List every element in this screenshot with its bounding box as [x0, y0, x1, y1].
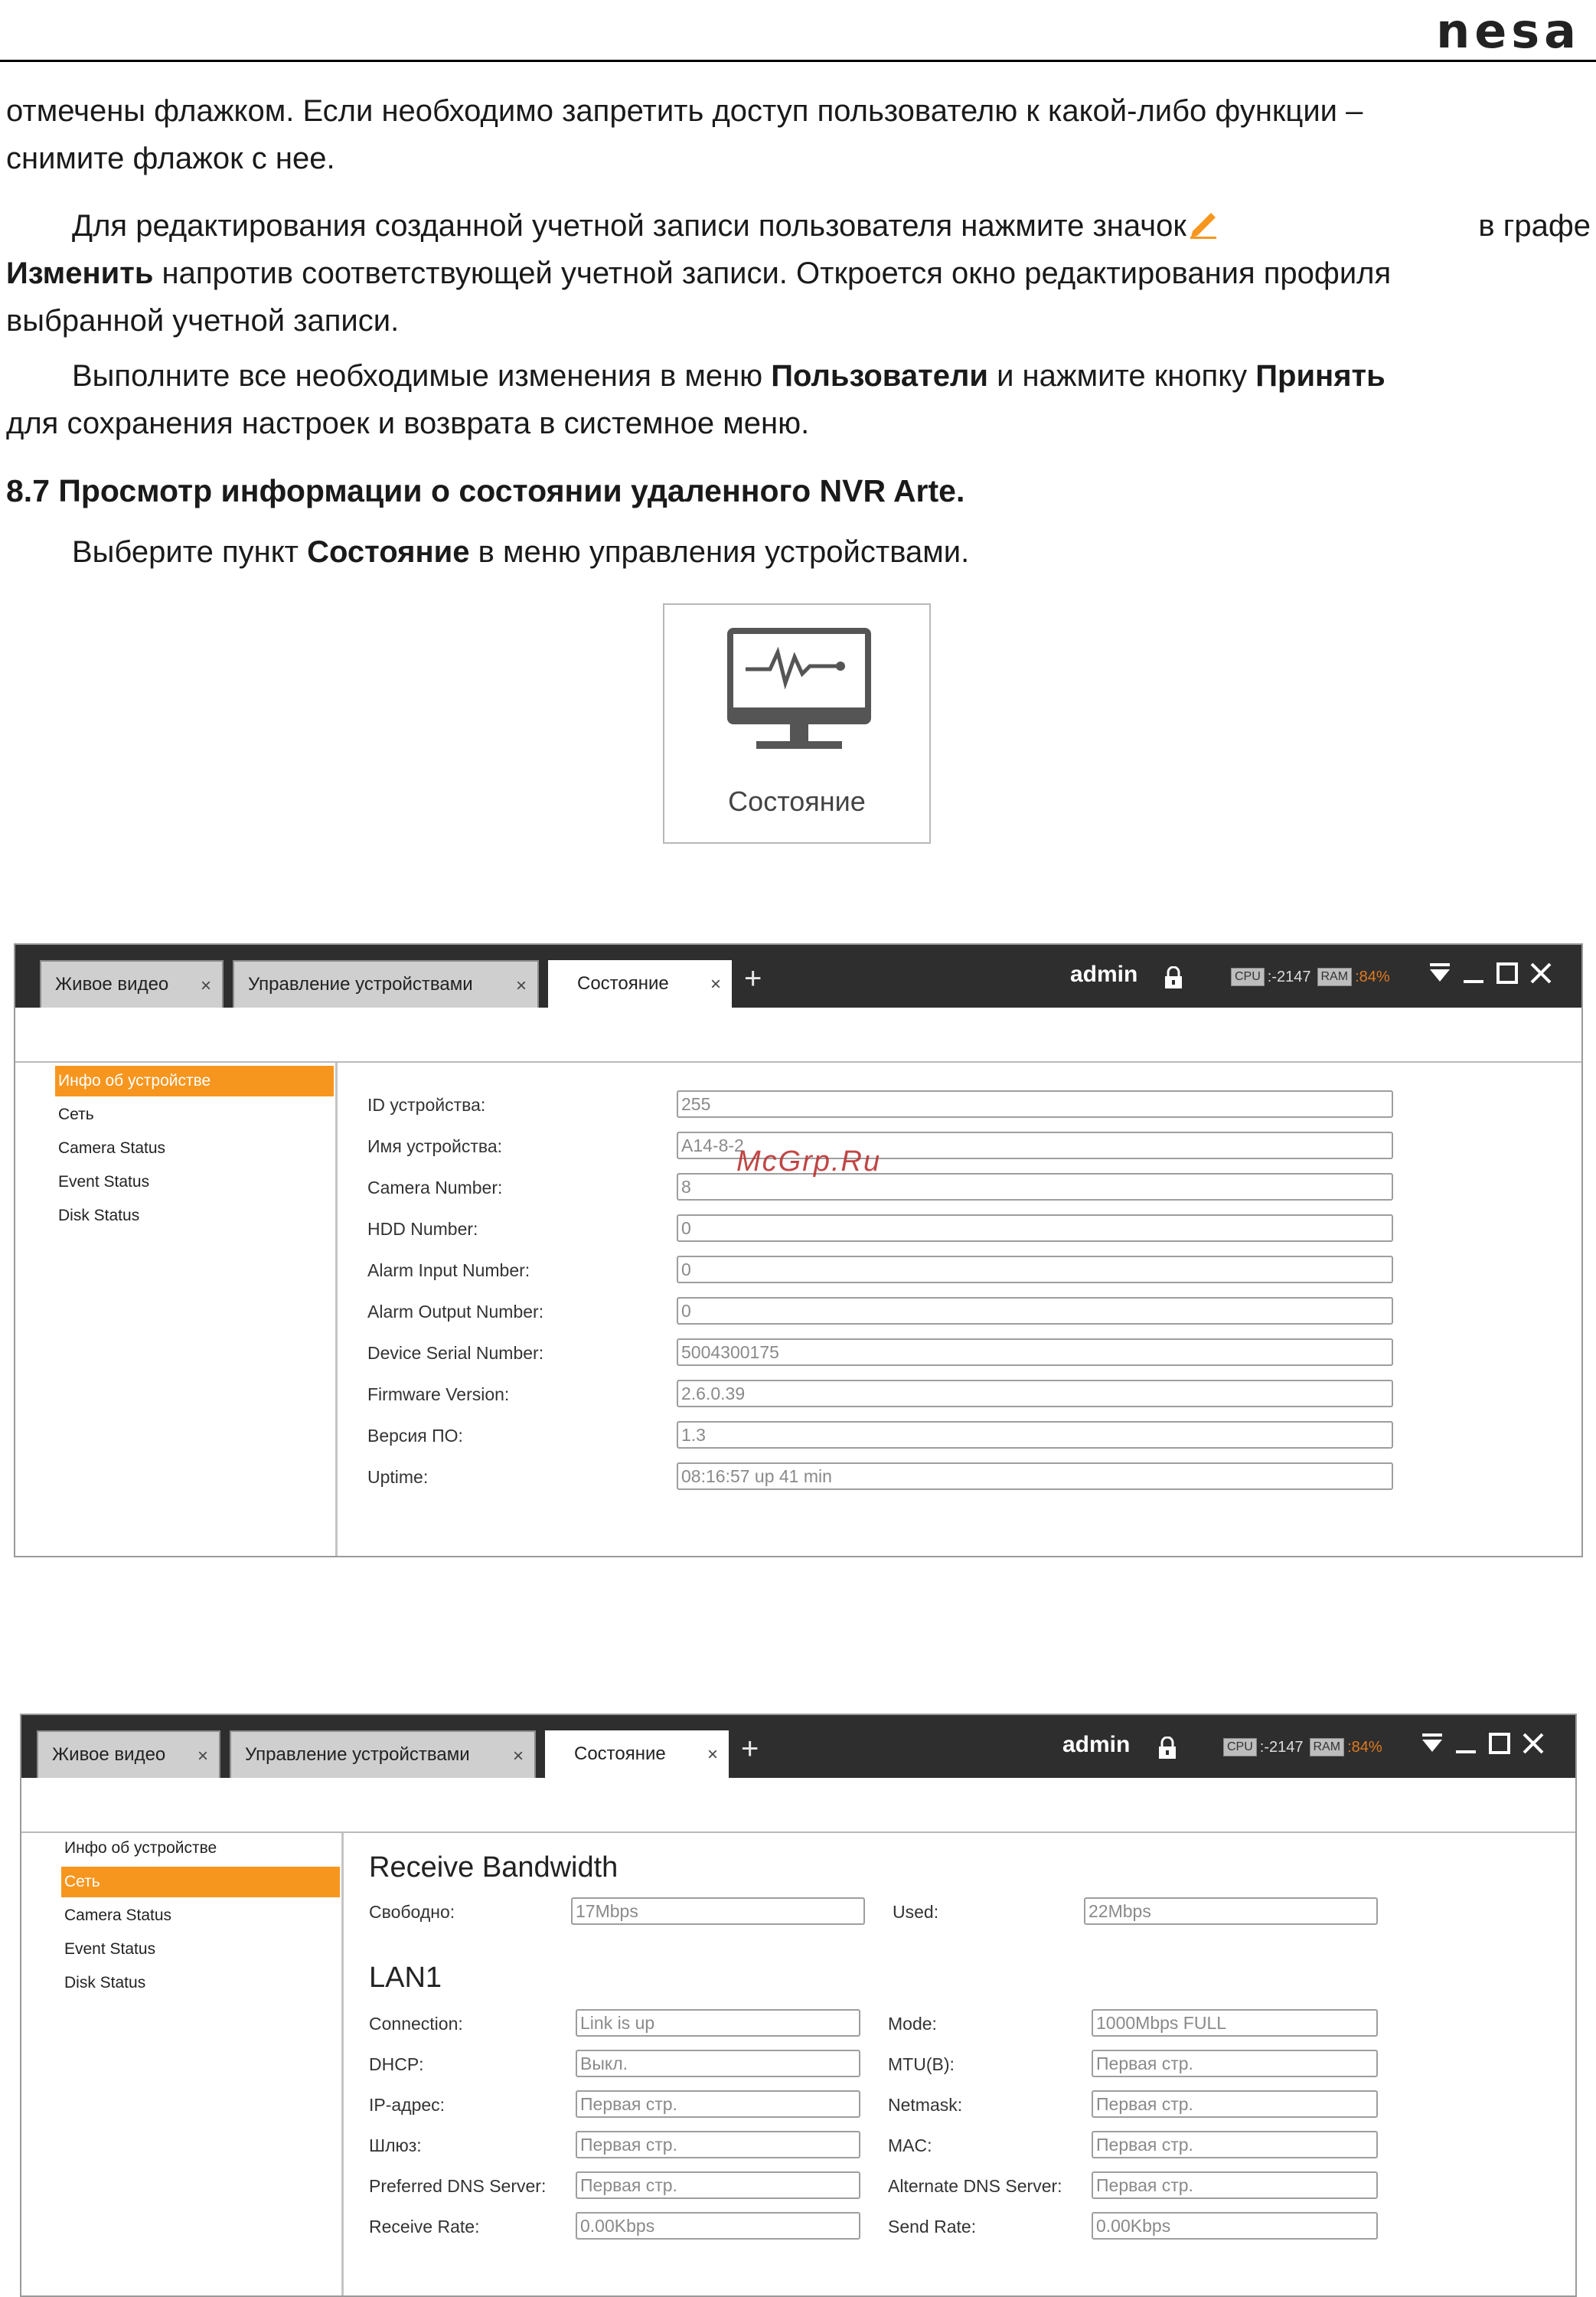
cpu-label: CPU — [1231, 968, 1265, 986]
ram-label: RAM — [1317, 968, 1353, 986]
sidebar — [21, 1833, 344, 2295]
monitor-pulse-icon — [724, 626, 874, 756]
alarm-output-field[interactable]: 0 — [677, 1297, 1393, 1325]
field-label: Receive Rate: — [369, 2217, 480, 2237]
paragraph-2 — [6, 202, 1591, 345]
connection-field[interactable]: Link is up — [576, 2009, 860, 2037]
p1-line1: отмечены флажком. Если необходимо запретить доступ пользователю к какой-либо функции – — [6, 94, 1363, 128]
dhcp-field[interactable]: Выкл. — [576, 2050, 860, 2077]
p3-bold1: Пользователи — [771, 359, 988, 393]
field-label: DHCP: — [369, 2054, 424, 2074]
p4-a: Выберите пункт — [72, 535, 299, 569]
toolbar-strip — [21, 1778, 1575, 1833]
field-label: Preferred DNS Server: — [369, 2176, 547, 2196]
sidebar-item-network[interactable]: Сеть — [61, 1867, 340, 1897]
resource-meter — [1231, 968, 1390, 986]
used-bandwidth-field[interactable]: 22Mbps — [1084, 1897, 1378, 1925]
paragraph-3 — [6, 352, 1591, 447]
sidebar-item-camera-status[interactable]: Camera Status — [58, 1139, 166, 1157]
field-label: ID устройства: — [367, 1095, 486, 1115]
sidebar-item-event-status[interactable]: Event Status — [58, 1173, 150, 1191]
gateway-field[interactable]: Первая стр. — [576, 2131, 860, 2158]
screenshot-device-info — [14, 943, 1583, 1557]
close-icon[interactable]: × — [200, 975, 211, 996]
sidebar-item-event-status[interactable]: Event Status — [64, 1940, 156, 1958]
p4-bold: Состояние — [307, 535, 470, 569]
field-label: Свободно: — [369, 1902, 455, 1922]
menu-down-icon[interactable] — [1427, 960, 1453, 986]
p2-b: в графе — [1478, 209, 1591, 243]
tab-status[interactable]: Состояние × — [548, 960, 732, 1008]
cpu-label: CPU — [1223, 1738, 1257, 1756]
firmware-version-field[interactable]: 2.6.0.39 — [677, 1380, 1393, 1407]
app-titlebar — [15, 945, 1581, 1008]
nesa-logo: nesa — [1436, 3, 1581, 59]
field-label: Netmask: — [888, 2095, 963, 2115]
receive-rate-field[interactable]: 0.00Kbps — [576, 2212, 860, 2240]
resource-meter — [1223, 1738, 1382, 1756]
p2-c: напротив соответствующей учетной записи. Откроется окно редактирования профиля — [162, 256, 1392, 290]
camera-number-field[interactable]: 8 — [677, 1173, 1393, 1201]
close-icon[interactable]: × — [197, 1746, 208, 1766]
alarm-input-field[interactable]: 0 — [677, 1256, 1393, 1283]
field-label: Used: — [893, 1902, 939, 1922]
username: admin — [1062, 1732, 1131, 1757]
p2-a: Для редактирования созданной учетной записи пользователя нажмите значок — [72, 209, 1186, 243]
field-label: MAC: — [888, 2135, 932, 2155]
netmask-field[interactable]: Первая стр. — [1092, 2090, 1378, 2118]
p1-line2: снимите флажок с нее. — [6, 142, 335, 175]
watermark: McGrp.Ru — [736, 1145, 882, 1178]
mode-field[interactable]: 1000Mbps FULL — [1092, 2009, 1378, 2037]
paragraph-1 — [6, 87, 1591, 182]
sidebar-item-camera-status[interactable]: Camera Status — [64, 1907, 172, 1924]
ram-label: RAM — [1310, 1738, 1345, 1756]
field-label: Шлюз: — [369, 2135, 422, 2155]
minimize-icon[interactable] — [1461, 960, 1487, 986]
field-label: Alternate DNS Server: — [888, 2176, 1062, 2196]
device-name-field[interactable]: A14-8-2 — [677, 1132, 1393, 1159]
window-controls — [1427, 960, 1554, 986]
tab-live-video[interactable]: Живое видео × — [40, 960, 224, 1008]
field-label: IP-адрес: — [369, 2095, 446, 2115]
field-label: Camera Number: — [367, 1178, 503, 1198]
sidebar-item-disk-status[interactable]: Disk Status — [64, 1974, 146, 1991]
ram-value: :84% — [1355, 968, 1390, 985]
software-version-field[interactable]: 1.3 — [677, 1421, 1393, 1449]
field-label: Firmware Version: — [367, 1384, 510, 1404]
ip-address-field[interactable]: Первая стр. — [576, 2090, 860, 2118]
close-icon[interactable]: × — [707, 1744, 718, 1765]
add-tab-button[interactable]: + — [744, 962, 762, 995]
field-label: Имя устройства: — [367, 1136, 503, 1156]
add-tab-button[interactable]: + — [741, 1732, 759, 1766]
username: admin — [1070, 962, 1138, 987]
device-id-field[interactable]: 255 — [677, 1090, 1393, 1118]
field-label: Uptime: — [367, 1467, 429, 1487]
field-label: Device Serial Number: — [367, 1343, 544, 1363]
field-label: Connection: — [369, 2014, 463, 2034]
p2-d: выбранной учетной записи. — [6, 304, 400, 338]
tab-device-management[interactable]: Управление устройствами × — [230, 1730, 536, 1778]
field-label: Send Rate: — [888, 2217, 977, 2237]
sidebar-item-network[interactable]: Сеть — [58, 1106, 94, 1123]
lan-title: LAN1 — [369, 1962, 442, 1994]
tab-live-video[interactable]: Живое видео × — [37, 1730, 220, 1778]
close-icon[interactable]: × — [512, 1746, 524, 1766]
field-label: Alarm Input Number: — [367, 1260, 530, 1280]
send-rate-field[interactable]: 0.00Kbps — [1092, 2212, 1378, 2240]
preferred-dns-field[interactable]: Первая стр. — [576, 2171, 860, 2199]
screenshot-network — [20, 1714, 1577, 2297]
p4-b: в меню управления устройствами. — [478, 535, 970, 569]
lock-icon[interactable] — [1164, 966, 1183, 989]
status-tile[interactable] — [663, 603, 931, 844]
field-label: Alarm Output Number: — [367, 1302, 544, 1322]
p2-bold: Изменить — [6, 256, 154, 290]
free-bandwidth-field[interactable]: 17Mbps — [571, 1897, 865, 1925]
maximize-icon[interactable] — [1487, 1730, 1513, 1756]
maximize-icon[interactable] — [1494, 960, 1520, 986]
p3-bold2: Принять — [1255, 359, 1385, 393]
bandwidth-title: Receive Bandwidth — [369, 1851, 618, 1884]
window-controls — [1419, 1730, 1546, 1756]
sidebar-item-disk-status[interactable]: Disk Status — [58, 1207, 140, 1224]
close-window-icon[interactable] — [1528, 960, 1554, 986]
field-label: MTU(B): — [888, 2054, 955, 2074]
cpu-value: :-2147 — [1267, 968, 1311, 985]
uptime-field[interactable]: 08:16:57 up 41 min — [677, 1462, 1393, 1490]
close-icon[interactable]: × — [515, 975, 527, 996]
menu-down-icon[interactable] — [1419, 1730, 1445, 1756]
field-label: HDD Number: — [367, 1219, 478, 1239]
sidebar — [15, 1063, 338, 1556]
header-rule — [0, 60, 1596, 62]
paragraph-4 — [6, 528, 1591, 576]
sidebar-item-device-info[interactable]: Инфо об устройстве — [55, 1066, 334, 1096]
tab-status[interactable]: Состояние × — [545, 1730, 729, 1778]
section-heading: 8.7 Просмотр информации о состоянии удаленного NVR Arte. — [6, 473, 965, 508]
p3-b: и нажмите кнопку — [997, 359, 1248, 393]
lock-icon[interactable] — [1157, 1737, 1177, 1760]
alternate-dns-field[interactable]: Первая стр. — [1092, 2171, 1378, 2199]
minimize-icon[interactable] — [1453, 1730, 1479, 1756]
hdd-number-field[interactable]: 0 — [677, 1214, 1393, 1242]
p3-c: для сохранения настроек и возврата в системное меню. — [6, 407, 810, 440]
close-icon[interactable]: × — [710, 974, 721, 995]
tab-device-management[interactable]: Управление устройствами × — [233, 960, 539, 1008]
pencil-icon — [1188, 205, 1228, 236]
field-label: Версия ПО: — [367, 1426, 463, 1446]
mtu-field[interactable]: Первая стр. — [1092, 2050, 1378, 2077]
toolbar-strip — [15, 1008, 1581, 1063]
cpu-value: :-2147 — [1259, 1738, 1304, 1756]
ram-value: :84% — [1347, 1738, 1382, 1756]
p3-a: Выполните все необходимые изменения в меню — [72, 359, 763, 393]
close-window-icon[interactable] — [1520, 1730, 1546, 1756]
mac-field[interactable]: Первая стр. — [1092, 2131, 1378, 2158]
sidebar-item-device-info[interactable]: Инфо об устройстве — [64, 1839, 217, 1857]
app-titlebar — [21, 1715, 1575, 1778]
field-label: Mode: — [888, 2014, 937, 2034]
serial-number-field[interactable]: 5004300175 — [677, 1338, 1393, 1366]
tile-label: Состояние — [728, 786, 866, 817]
